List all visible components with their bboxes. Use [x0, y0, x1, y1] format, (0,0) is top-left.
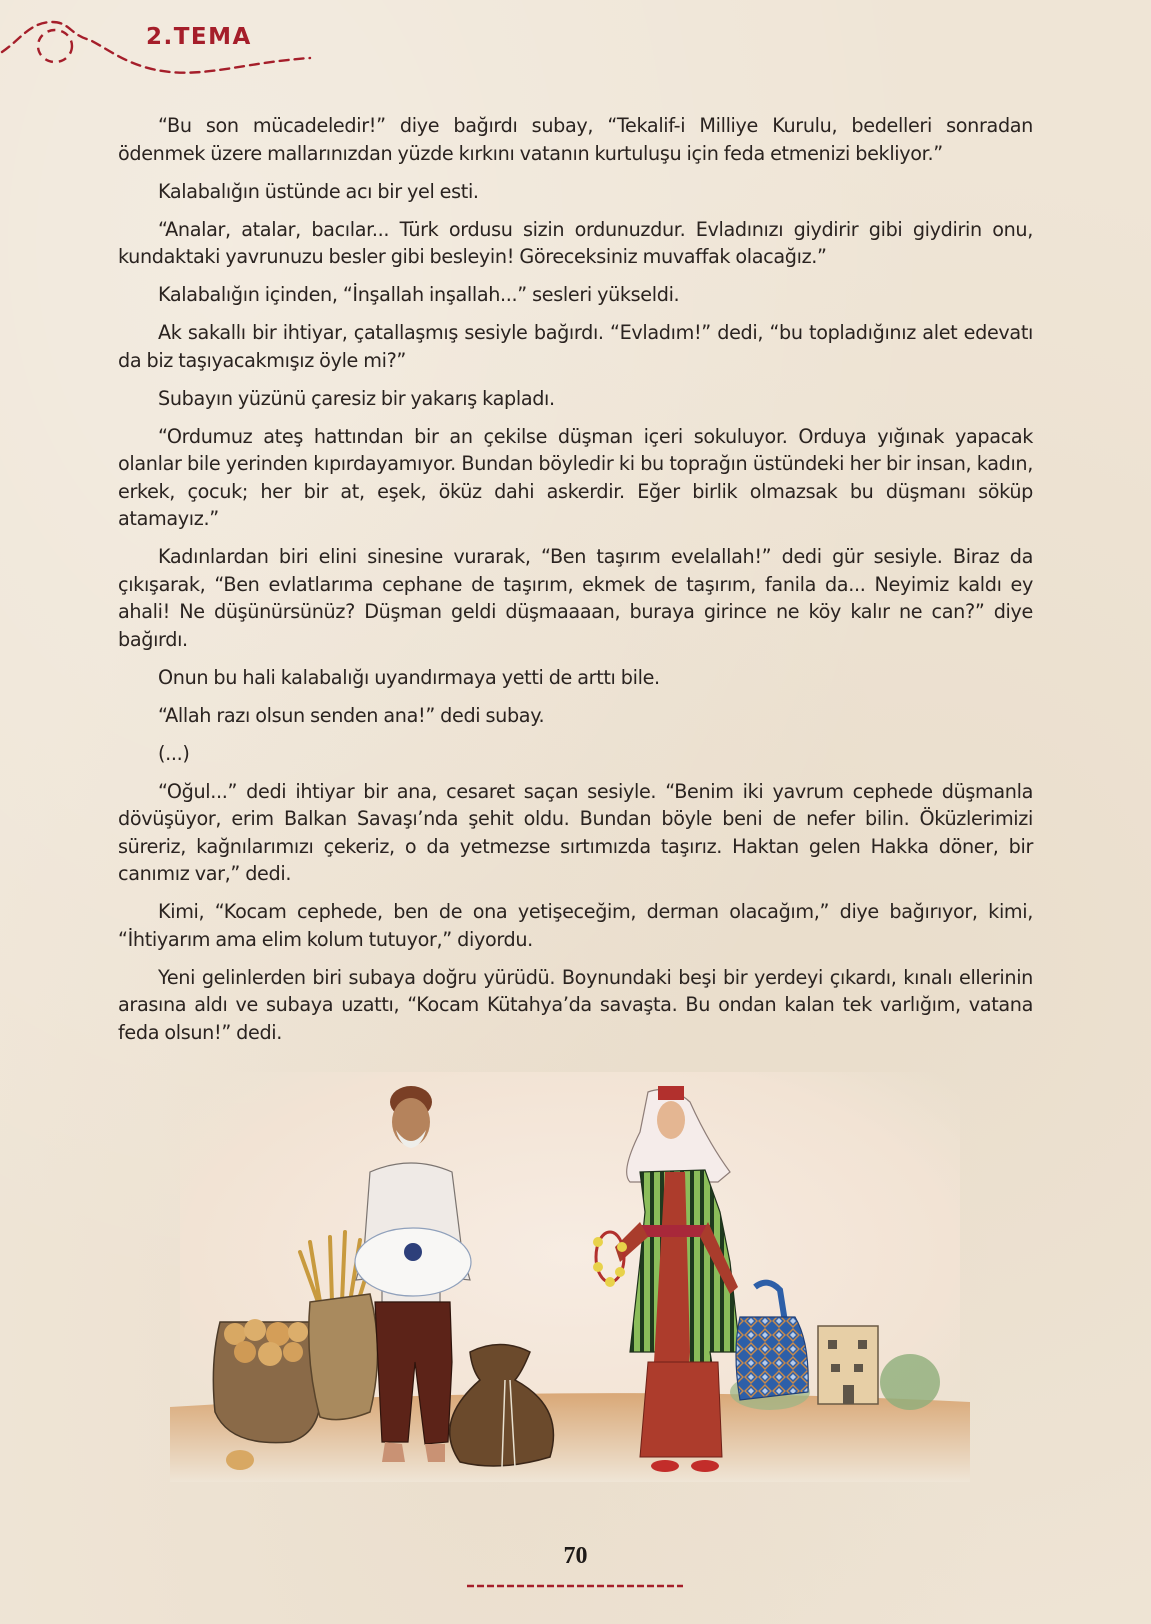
paragraph: Ak sakallı bir ihtiyar, çatallaşmış sesiyle bağırdı. “Evladım!” dedi, “bu topladığınız alet edevatı da biz taşıyacakmışız öyle mi?” — [118, 321, 1033, 372]
theme-title: 2.TEMA — [146, 24, 252, 50]
paragraph: “Bu son mücadeledir!” diye bağırdı subay, “Tekalif-i Milliye Kurulu, bedelleri sonradan ödenmek üzere mallarınızdan yüzde kırkını vatanın kurtuluşu için feda etmenizi bekliyor.” — [118, 114, 1033, 165]
paragraph: “Oğul...” dedi ihtiyar bir ana, cesaret saçan sesiyle. “Benim iki yavrum cephede düşmanla dövüşüyor, erim Balkan Savaşı’nda şehit oldu. Bundan böyle beni de nefer bilin. Öküzlerimizi süreriz, kağnılarımızı çekeriz, o da yetmezse sırtımızda taşırız. Haktan gelen Hakka döner, bir canımız var,” dedi. — [118, 779, 1033, 885]
page-header — [0, 0, 320, 90]
paragraph: “Allah razı olsun senden ana!” dedi subay. — [158, 703, 545, 727]
footer-dashed-line-icon — [465, 1582, 685, 1590]
paragraph: Kalabalığın içinden, “İnşallah inşallah...” sesleri yükseldi. — [158, 283, 680, 306]
paragraph: Kalabalığın üstünde acı bir yel esti. — [158, 179, 479, 203]
page-number: 70 — [563, 1543, 588, 1569]
paragraph: Kadınlardan biri elini sinesine vurarak, “Ben taşırım evelallah!” dedi gür sesiyle. Biraz da çıkışarak, “Ben evlatlarıma cephane de taşırım, ekmek de taşırım, fanila da... Neyimiz kaldı ey ahali! Ne düşünürsünüz? Düşman geldi düşmaaaan, buraya girince ne köy kalır ne can?” diye bağırdı. — [118, 545, 1033, 651]
paragraph: “Analar, atalar, bacılar... Türk ordusu sizin ordunuzdur. Evladınızı giydirir gibi giydirin onu, kundaktaki yavrunuzu besler gibi besleyin! Göreceksiniz muvaffak olacağız.” — [118, 217, 1033, 268]
paragraph: Onun bu hali kalabalığı uyandırmaya yetti de arttı bile. — [158, 665, 660, 689]
story-text — [118, 112, 1033, 1057]
paragraph: Yeni gelinlerden biri subaya doğru yürüdü. Boynundaki beşi bir yerdeyi çıkardı, kınalı ellerinin arasına aldı ve subaya uzattı, “Kocam Kütahya’da savaşta. Bu ondan kalan tek varlığım, vatana feda olsun!” dedi. — [118, 965, 1033, 1044]
paragraph: “Ordumuz ateş hattından bir an çekilse düşman içeri sokuluyor. Orduya yığınak yapacak olanlar bile yerinden kıpırdayamıyor. Bundan böyledir ki bu toprağın üstündeki her bir insan, kadın, erkek, çocuk; her bir at, eşek, öküz dahi askerdir. Eğer birlik olmazsak bu düşmanı söküp atamayız.” — [118, 424, 1033, 530]
story-illustration — [170, 1062, 970, 1482]
paragraph: Subayın yüzünü çaresiz bir yakarış kapladı. — [158, 386, 555, 410]
paragraph: (...) — [158, 741, 190, 765]
paragraph: Kimi, “Kocam cephede, ben de ona yetişeceğim, derman olacağım,” diye bağırıyor, kimi, “İhtiyarım ama elim kolum tutuyor,” diyordu. — [118, 900, 1033, 951]
